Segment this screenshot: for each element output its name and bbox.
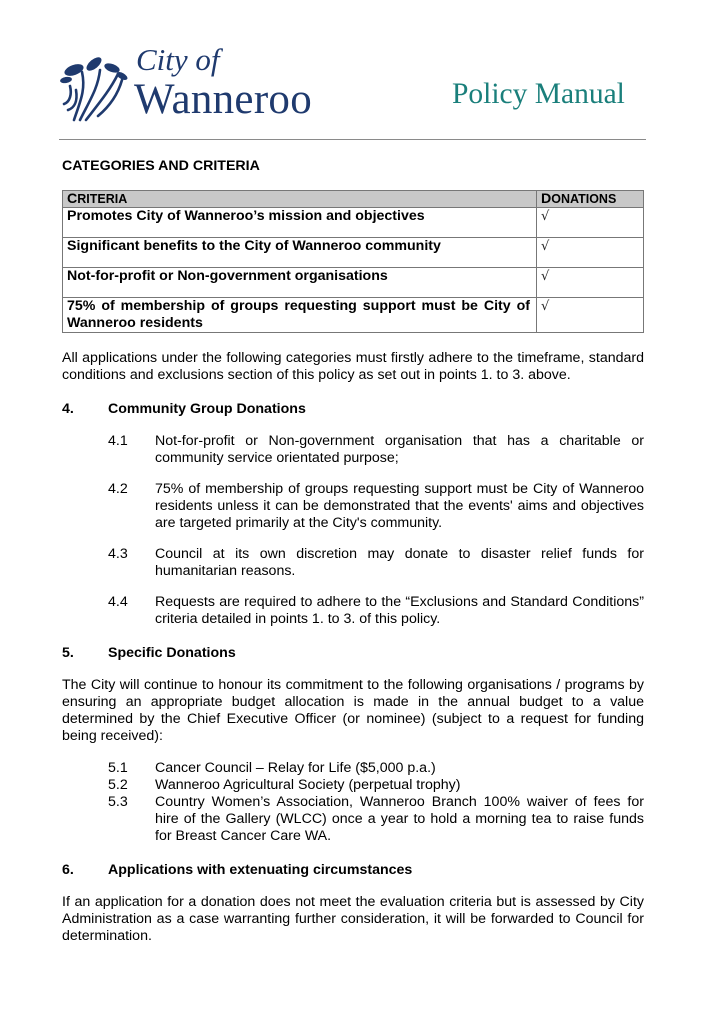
criteria-table (62, 190, 644, 333)
list-item (108, 546, 644, 580)
item-text: Cancer Council – Relay for Life ($5,000 p.a.) (155, 760, 436, 776)
item-text: Not-for-profit or Non-government organisation that has a charitable or community service orientated purpose; (155, 433, 644, 466)
item-number: 4.4 (108, 594, 128, 610)
check-mark-icon: √ (537, 298, 644, 333)
check-mark-icon: √ (537, 208, 644, 238)
section-5-heading (62, 645, 644, 662)
policy-manual-title: Policy Manual (452, 78, 625, 110)
table-header-row (63, 191, 644, 208)
categories-heading: CATEGORIES AND CRITERIA (62, 158, 260, 174)
logo-text-city-of: City of (136, 42, 220, 77)
criteria-cell: Significant benefits to the City of Wanneroo community (63, 238, 537, 268)
item-text: 75% of membership of groups requesting support must be City of Wanneroo residents unless it can be demonstrated that the events' aims and objectives are targeted primarily at the City's community. (155, 481, 644, 531)
item-text: Country Women’s Association, Wanneroo Branch 100% waiver of fees for hire of the Gallery (WLCC) once a year to hold a morning tea to raise funds for Breast Cancer Care WA. (155, 794, 644, 844)
list-item (108, 777, 644, 794)
criteria-column-header: CRITERIA (63, 191, 537, 208)
check-mark-icon: √ (537, 268, 644, 298)
item-text: Requests are required to adhere to the “Exclusions and Standard Conditions” criteria detailed in points 1. to 3. of this policy. (155, 594, 644, 627)
page-header (0, 0, 705, 142)
section-5-intro: The City will continue to honour its commitment to the following organisations / programs by ensuring an appropriate budget allocation is made in the annual budget to a value determined by the Chief Executive Officer (or nominee) (subject to a request for funding being received): (62, 677, 644, 744)
section-title: Community Group Donations (108, 401, 306, 417)
item-number: 5.1 (108, 760, 128, 776)
city-logo (60, 42, 330, 126)
section-6-text: If an application for a donation does not meet the evaluation criteria but is assessed by City Administration as a case warranting further consideration, it will be forwarded to Council for determination. (62, 894, 644, 944)
table-row (63, 208, 644, 238)
document-body (62, 157, 644, 945)
item-number: 4.2 (108, 481, 128, 497)
section-title: Applications with extenuating circumstances (108, 862, 413, 878)
section-number: 6. (62, 862, 74, 878)
section-number: 5. (62, 645, 74, 661)
criteria-cell: Promotes City of Wanneroo’s mission and objectives (63, 208, 537, 238)
criteria-cell: Not-for-profit or Non-government organisations (63, 268, 537, 298)
check-mark-icon: √ (537, 238, 644, 268)
table-row (63, 238, 644, 268)
item-number: 5.2 (108, 777, 128, 793)
section-4-heading (62, 401, 644, 418)
table-row (63, 298, 644, 333)
kangaroo-paw-icon (60, 50, 132, 122)
item-text: Council at its own discretion may donate to disaster relief funds for humanitarian reasons. (155, 546, 644, 579)
header-divider (59, 139, 646, 140)
table-row (63, 268, 644, 298)
logo-text-wanneroo: Wanneroo (134, 76, 313, 123)
categories-intro: All applications under the following categories must firstly adhere to the timeframe, standard conditions and exclusions section of this policy as set out in points 1. to 3. above. (62, 350, 644, 383)
section-4-list (108, 433, 644, 628)
list-item (108, 594, 644, 628)
section-5-list (108, 760, 644, 845)
item-number: 5.3 (108, 794, 128, 810)
criteria-cell: 75% of membership of groups requesting support must be City of Wanneroo residents (63, 298, 537, 333)
section-title: Specific Donations (108, 645, 236, 661)
item-text: Wanneroo Agricultural Society (perpetual trophy) (155, 777, 461, 793)
section-6-heading (62, 862, 644, 879)
list-item (108, 481, 644, 532)
item-number: 4.3 (108, 546, 128, 562)
item-number: 4.1 (108, 433, 128, 449)
section-number: 4. (62, 401, 74, 417)
list-item (108, 433, 644, 467)
donations-column-header: DONATIONS (537, 191, 644, 208)
list-item (108, 794, 644, 845)
list-item (108, 760, 644, 777)
